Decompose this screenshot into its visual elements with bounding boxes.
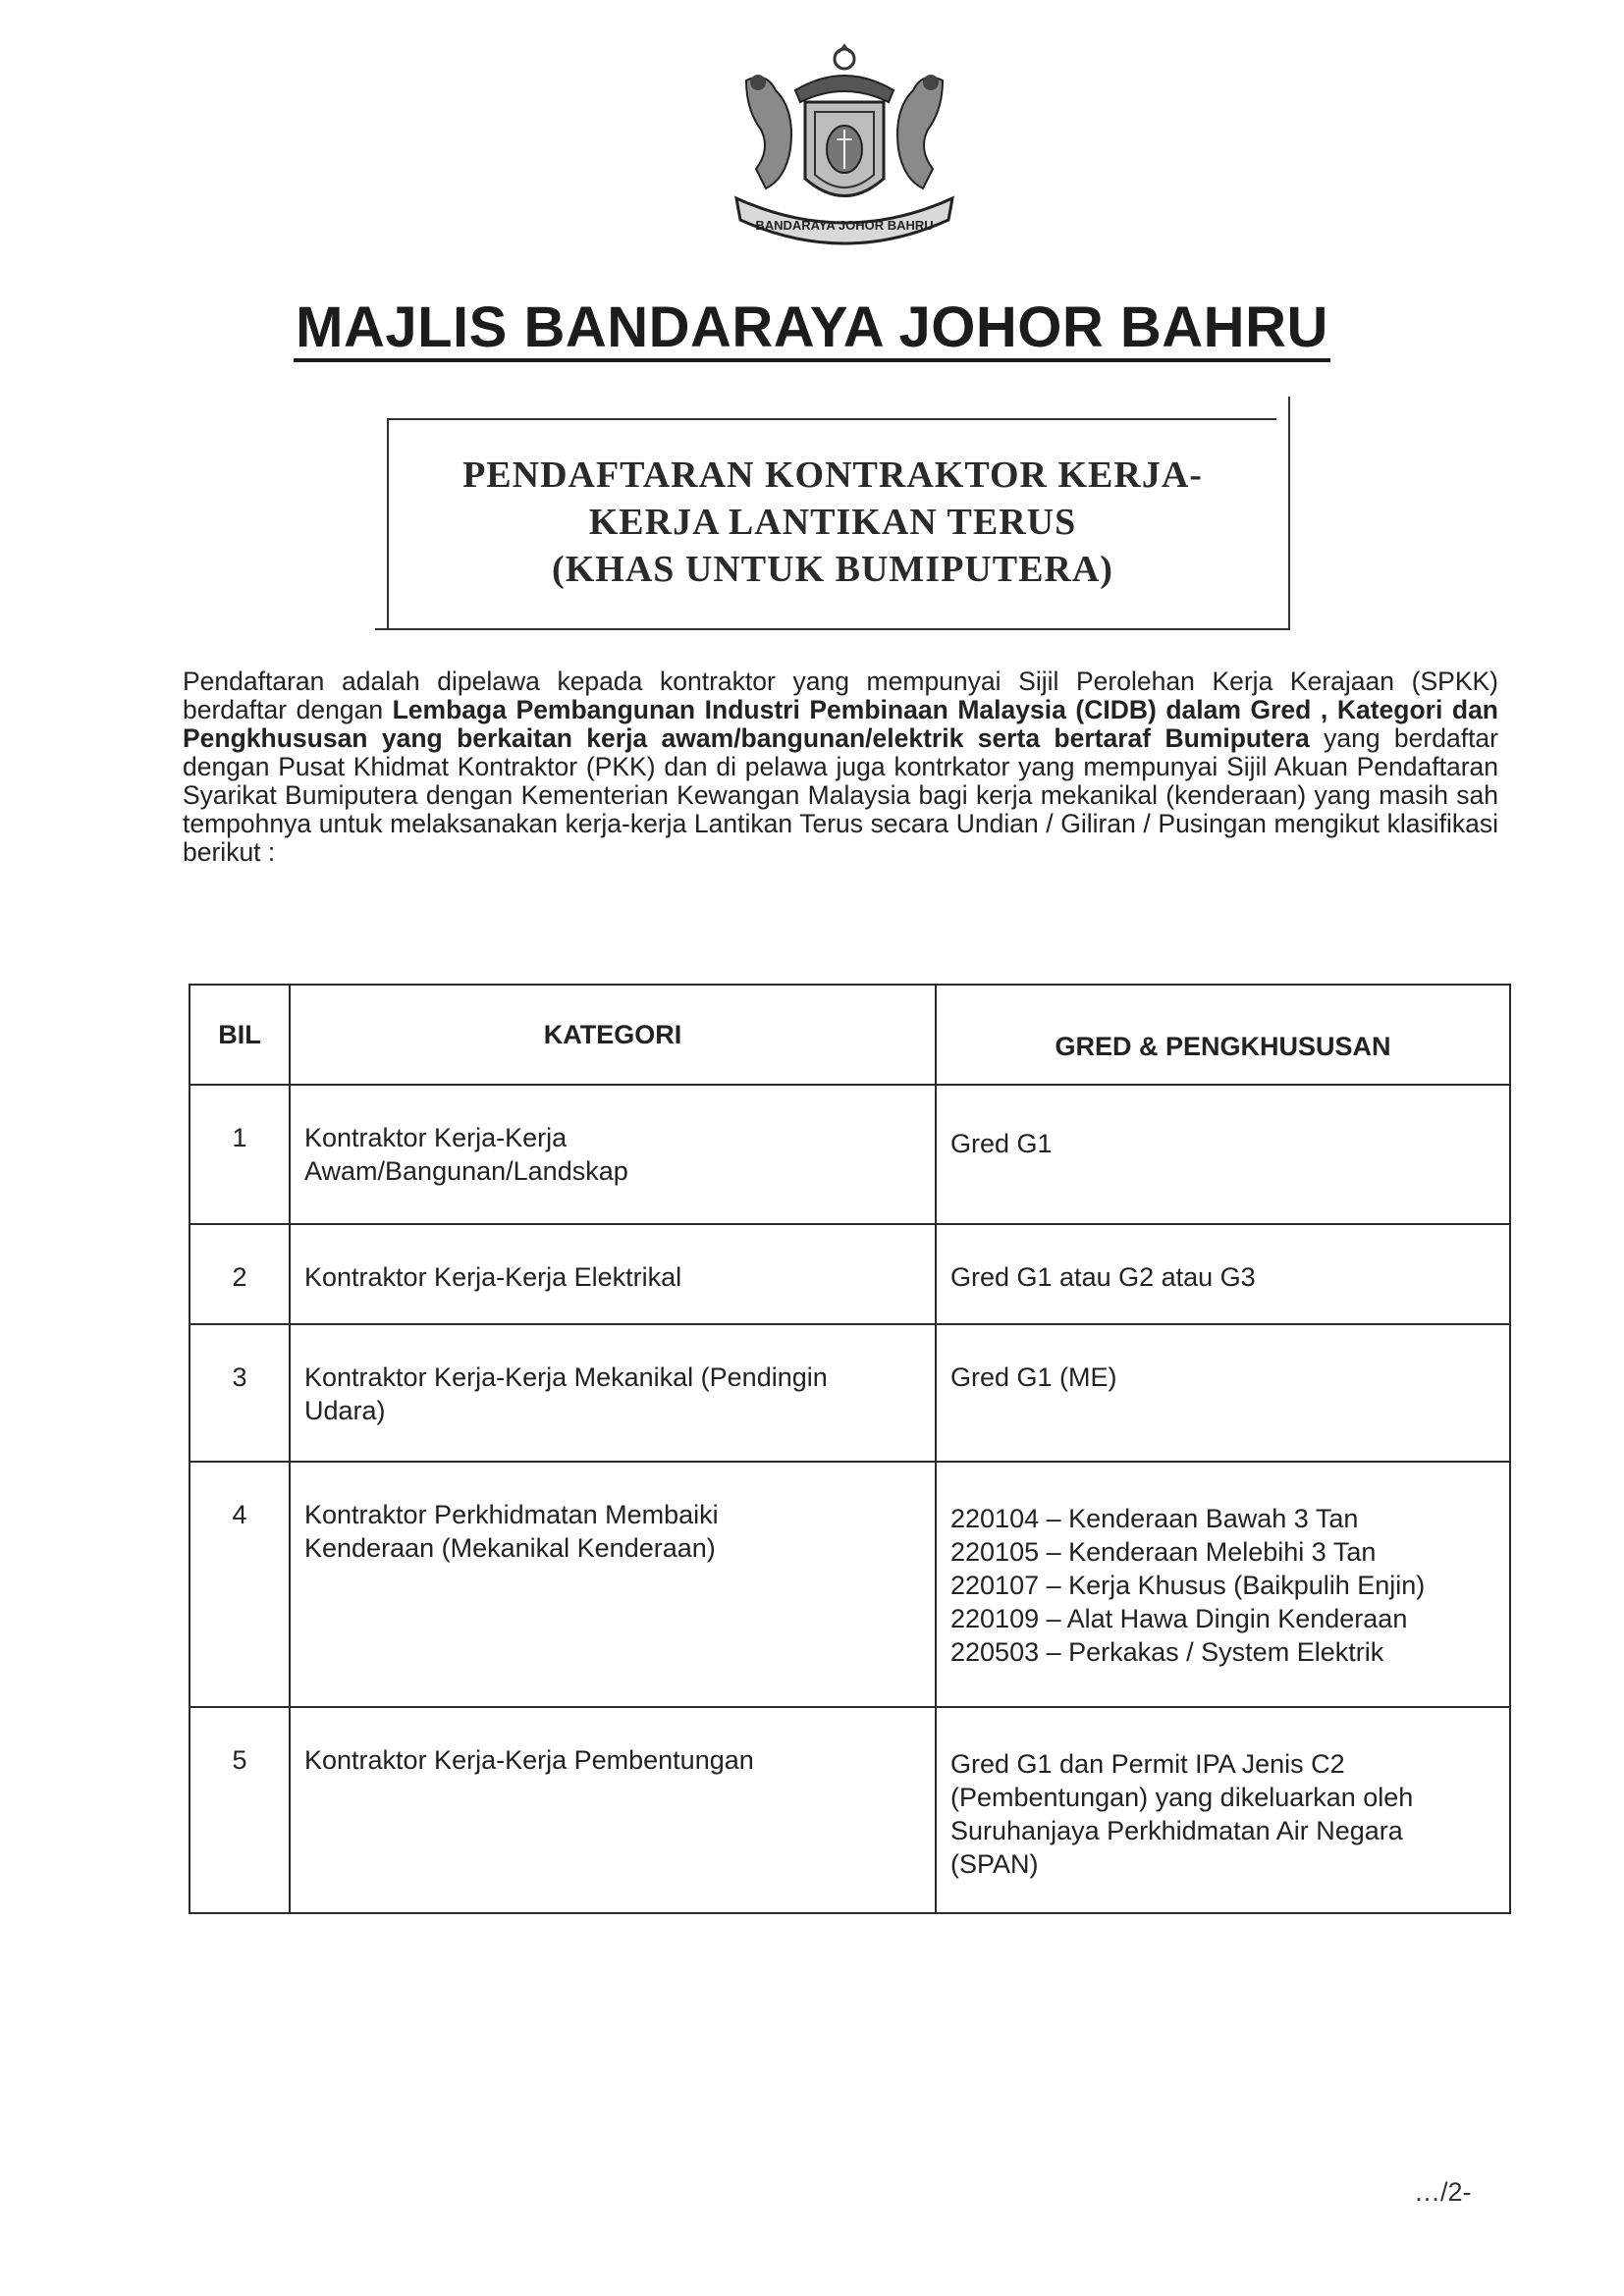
notice-title-line-3: (KHAS UNTUK BUMIPUTERA) [552, 549, 1113, 590]
intro-paragraph [183, 667, 1498, 867]
intro-text-part-1: Pendaftaran adalah dipelawa kepada kontraktor yang mempunyai Sijil Perolehan Kerja Kerajaan (SPKK) berdaftar dengan [183, 667, 1498, 724]
row-kategori [290, 1707, 936, 1913]
gred-line: 220104 – Kenderaan Bawah 3 Tan [950, 1504, 1359, 1533]
gred-line: Gred G1 [950, 1129, 1053, 1158]
table-row [189, 1085, 1510, 1224]
kategori-line: Kontraktor Kerja-Kerja [304, 1123, 568, 1152]
row-bil: 5 [189, 1707, 290, 1913]
gred-line: Gred G1 dan Permit IPA Jenis C2 [950, 1749, 1345, 1779]
gred-line: 220109 – Alat Hawa Dingin Kenderaan [950, 1604, 1408, 1633]
kategori-line: Kontraktor Kerja-Kerja Mekanikal (Pendingin [304, 1362, 828, 1392]
row-kategori [290, 1462, 936, 1707]
kategori-line: Kontraktor Kerja-Kerja Elektrikal [304, 1262, 682, 1292]
city-crest-emblem [717, 41, 972, 257]
intro-text-part-2: yang berdaftar dengan Pusat Khidmat Kontraktor (PKK) dan di pelawa juga kontrkator yang mempunyai Sijil Akuan Pendaftaran Syarikat Bumiputera dengan Kementerian Kewangan Malaysia bagi kerja mekanikal (kenderaan) yang masih sah tempohnya untuk melaksanakan kerja-kerja Lantikan Terus secara Undian / Giliran / Pusingan mengikut klasifikasi berikut : [183, 723, 1498, 867]
intro-text-bold: Lembaga Pembangunan Industri Pembinaan Malaysia (CIDB) dalam Gred , Kategori dan Pengkhususan yang berkaitan kerja awam/bangunan/elektrik serta bertaraf Bumiputera [183, 695, 1498, 753]
gred-line: Suruhanjaya Perkhidmatan Air Negara [950, 1816, 1403, 1845]
notice-title-line-2: KERJA LANTIKAN TERUS [588, 502, 1077, 543]
table-row [189, 1707, 1510, 1913]
row-bil: 2 [189, 1224, 290, 1324]
gred-line: 220105 – Kenderaan Melebihi 3 Tan [950, 1537, 1377, 1567]
row-gred [936, 1462, 1510, 1707]
gred-line: (Pembentungan) yang dikeluarkan oleh [950, 1783, 1414, 1812]
row-kategori [290, 1324, 936, 1462]
header-gred: GRED & PENGKHUSUSAN [936, 985, 1510, 1085]
table-row [189, 1324, 1510, 1462]
notice-title-box [387, 418, 1276, 628]
row-gred [936, 1324, 1510, 1462]
row-bil: 1 [189, 1085, 290, 1224]
kategori-line: Kontraktor Perkhidmatan Membaiki [304, 1500, 719, 1529]
kategori-line: Kontraktor Kerja-Kerja Pembentungan [304, 1745, 754, 1775]
header-kategori: KATEGORI [290, 985, 936, 1085]
table-row [189, 1462, 1510, 1707]
notice-title-frame [375, 397, 1290, 630]
table-header-row [189, 985, 1510, 1085]
row-kategori [290, 1085, 936, 1224]
classification-table [189, 984, 1511, 1914]
kategori-line: Awam/Bangunan/Landskap [304, 1156, 628, 1186]
kategori-line: Udara) [304, 1396, 386, 1425]
page-continuation-marker: …/2- [1414, 2177, 1472, 2207]
row-gred [936, 1085, 1510, 1224]
notice-title [389, 452, 1276, 593]
gred-line: Gred G1 atau G2 atau G3 [950, 1262, 1256, 1292]
row-gred [936, 1707, 1510, 1913]
gred-line: (SPAN) [950, 1849, 1039, 1879]
header-bil: BIL [189, 985, 290, 1085]
row-kategori [290, 1224, 936, 1324]
gred-line: Gred G1 (ME) [950, 1362, 1117, 1392]
crest-motto-text: BANDARAYA JOHOR BAHRU [755, 218, 934, 233]
organization-name [0, 294, 1624, 362]
kategori-line: Kenderaan (Mekanikal Kenderaan) [304, 1533, 716, 1563]
table-row [189, 1224, 1510, 1324]
gred-line: 220503 – Perkakas / System Elektrik [950, 1637, 1384, 1667]
organization-name-text: MAJLIS BANDARAYA JOHOR BAHRU [294, 297, 1330, 362]
row-gred [936, 1224, 1510, 1324]
notice-title-line-1: PENDAFTARAN KONTRAKTOR KERJA- [462, 454, 1203, 496]
gred-line: 220107 – Kerja Khusus (Baikpulih Enjin) [950, 1571, 1426, 1600]
row-bil: 3 [189, 1324, 290, 1462]
row-bil: 4 [189, 1462, 290, 1707]
